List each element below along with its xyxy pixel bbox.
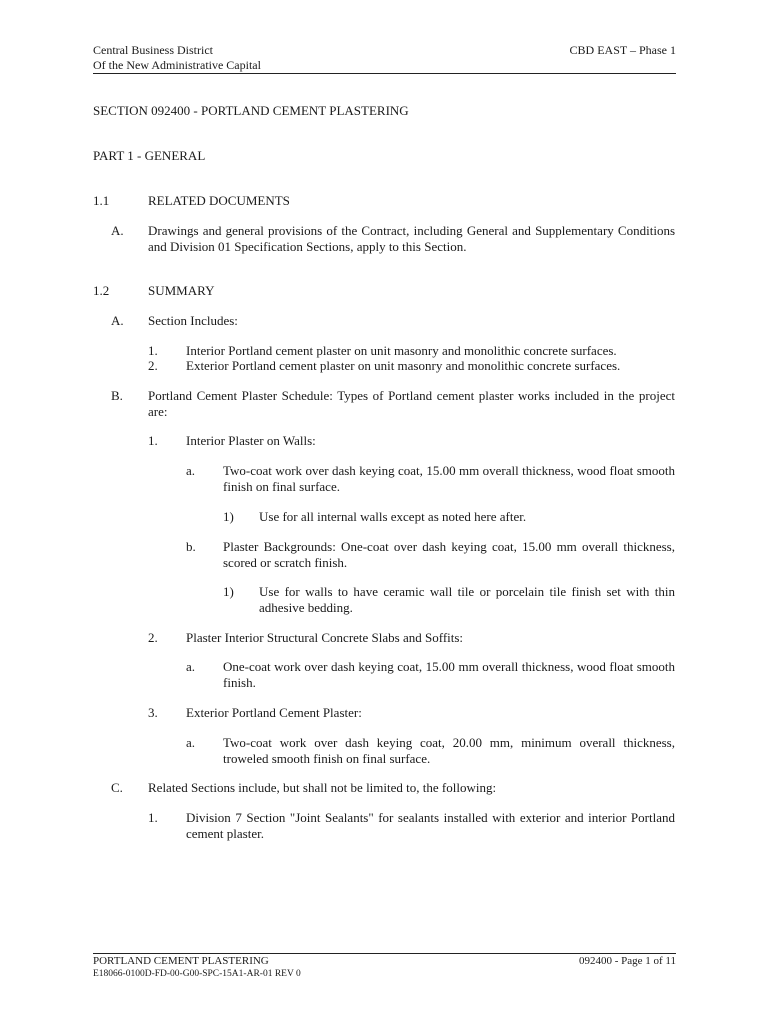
list-item-label: 2. bbox=[148, 630, 158, 645]
subsubitem-text: Use for all internal walls except as noted here after. bbox=[259, 509, 527, 524]
list-item-label: 1. bbox=[148, 433, 158, 448]
subitem-label: b. bbox=[186, 539, 196, 554]
article-title-related-documents: RELATED DOCUMENTS bbox=[148, 193, 290, 208]
list-item-text: Interior Portland cement plaster on unit masonry and monolithic concrete surfaces. bbox=[186, 343, 617, 358]
subitem-label: a. bbox=[186, 659, 196, 674]
paragraph-text: Section Includes: bbox=[148, 313, 238, 328]
subitem-text: One-coat work over dash keying coat, 15.00 mm overall thickness, wood float smooth finish. bbox=[223, 659, 675, 690]
footer-page-number: 092400 - Page 1 of 11 bbox=[578, 955, 676, 967]
article-number-1-2: 1.2 bbox=[93, 283, 110, 298]
header-phase: CBD EAST – Phase 1 bbox=[569, 43, 676, 57]
list-item-text: Exterior Portland cement plaster on unit masonry and monolithic concrete surfaces. bbox=[186, 358, 621, 373]
list-item-text: Plaster Interior Structural Concrete Slabs and Soffits: bbox=[186, 630, 464, 645]
page-footer bbox=[93, 955, 676, 981]
subsubitem-label: 1) bbox=[223, 509, 234, 524]
header-project-subtitle: Of the New Administrative Capital bbox=[93, 58, 261, 72]
footer-section-name: PORTLAND CEMENT PLASTERING bbox=[93, 955, 269, 967]
subitem-text: Plaster Backgrounds: One-coat over dash keying coat, 15.00 mm overall thickness, scored or scratch finish. bbox=[223, 539, 675, 570]
subsubitem-label: 1) bbox=[223, 584, 234, 599]
subitem-label: a. bbox=[186, 735, 196, 750]
paragraph-text: Portland Cement Plaster Schedule: Types of Portland cement plaster works included in the project are: bbox=[148, 388, 675, 419]
subitem-text: Two-coat work over dash keying coat, 15.00 mm overall thickness, wood float smooth finish on final surface. bbox=[223, 463, 675, 494]
list-item-label: 1. bbox=[148, 343, 158, 358]
subitem-text: Two-coat work over dash keying coat, 20.00 mm, minimum overall thickness, troweled smooth finish on final surface. bbox=[223, 735, 675, 766]
paragraph-label: B. bbox=[111, 388, 123, 403]
paragraph-text: Related Sections include, but shall not be limited to, the following: bbox=[148, 780, 497, 795]
paragraph-text: Drawings and general provisions of the Contract, including General and Supplementary Conditions and Division 01 Specification Sections, apply to this Section. bbox=[148, 223, 675, 254]
list-item-label: 3. bbox=[148, 705, 158, 720]
list-item-text: Division 7 Section "Joint Sealants" for sealants installed with exterior and interior Portland cement plaster. bbox=[186, 810, 675, 841]
header-project-name: Central Business District bbox=[93, 43, 213, 57]
paragraph-label: A. bbox=[111, 223, 124, 238]
part-title: PART 1 - GENERAL bbox=[93, 148, 206, 163]
list-item-label: 1. bbox=[148, 810, 158, 825]
list-item-text: Exterior Portland Cement Plaster: bbox=[186, 705, 362, 720]
paragraph-label: C. bbox=[111, 780, 123, 795]
section-title: SECTION 092400 - PORTLAND CEMENT PLASTERING bbox=[93, 103, 409, 118]
list-item-label: 2. bbox=[148, 358, 158, 373]
paragraph-label: A. bbox=[111, 313, 124, 328]
article-title-summary: SUMMARY bbox=[148, 283, 215, 298]
footer-divider bbox=[93, 953, 676, 954]
list-item-text: Interior Plaster on Walls: bbox=[186, 433, 316, 448]
article-number-1-1: 1.1 bbox=[93, 193, 110, 208]
footer-document-reference: E18066-0100D-FD-00-G00-SPC-15A1-AR-01 REV 0 bbox=[93, 969, 301, 979]
header-divider bbox=[93, 73, 676, 74]
subitem-label: a. bbox=[186, 463, 196, 478]
subsubitem-text: Use for walls to have ceramic wall tile or porcelain tile finish set with thin adhesive bedding. bbox=[259, 584, 675, 615]
